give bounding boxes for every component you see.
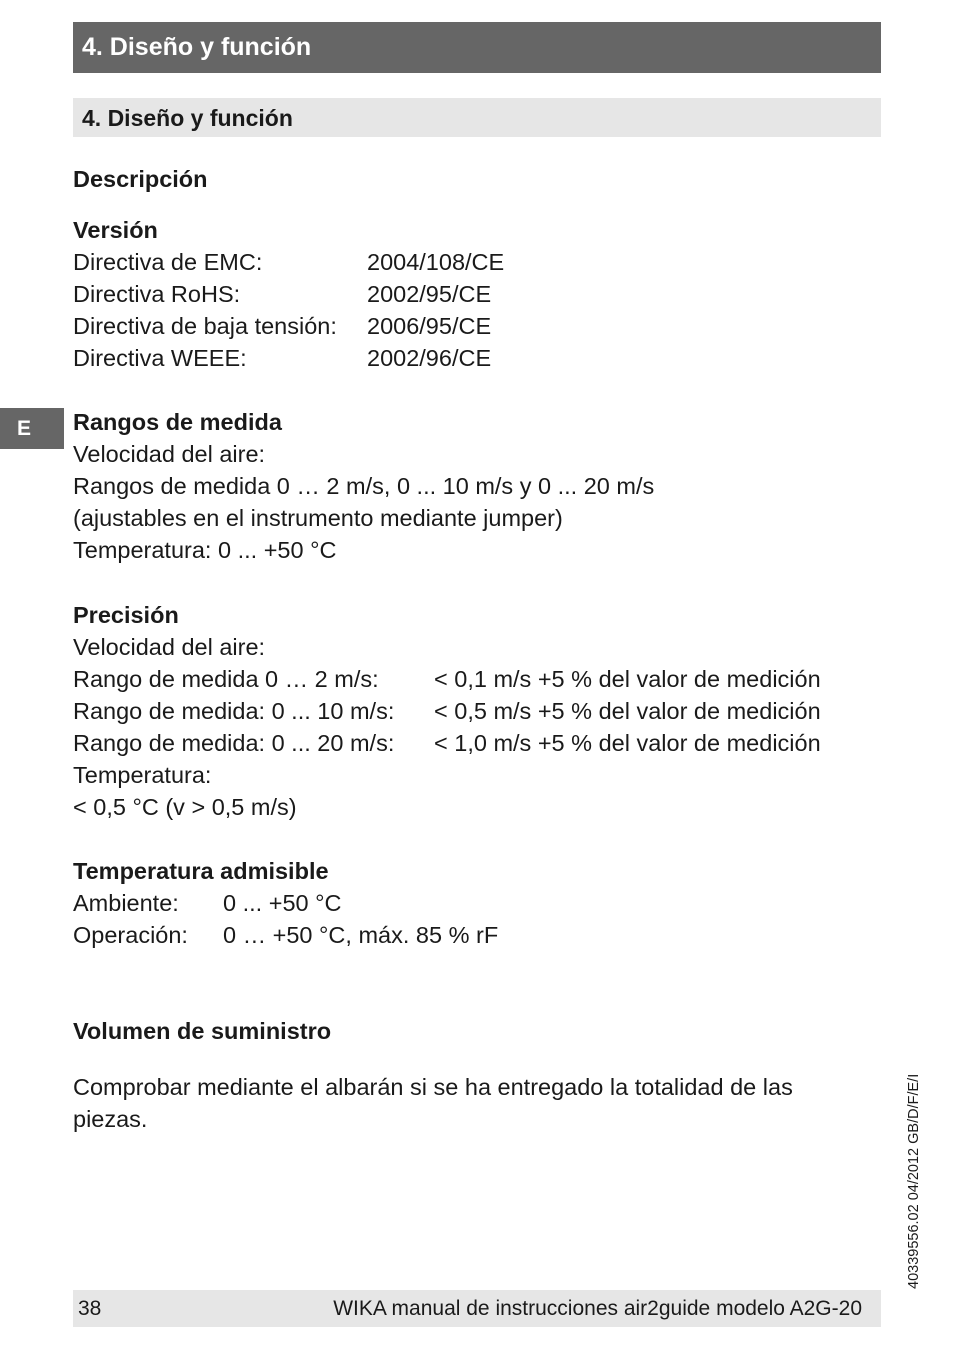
precision-intro: Velocidad del aire: <box>73 634 266 660</box>
precision-temp-value: < 0,5 °C (v > 0,5 m/s) <box>73 794 297 820</box>
precision-row <box>73 695 821 727</box>
temperatura-row <box>73 887 498 919</box>
temperatura-value: 0 … +50 °C, máx. 85 % rF <box>223 922 499 948</box>
version-label: Directiva RoHS: <box>73 281 241 307</box>
footer-text: WIKA manual de instrucciones air2guide modelo A2G-20 <box>333 1297 862 1320</box>
volumen-block <box>73 1015 331 1047</box>
volumen-text <box>73 1071 793 1135</box>
rangos-line: Temperatura: 0 ... +50 °C <box>73 537 337 563</box>
version-label: Directiva WEEE: <box>73 345 247 371</box>
descripcion-block <box>73 163 208 195</box>
temperatura-heading: Temperatura admisible <box>73 858 329 884</box>
rangos-line: (ajustables en el instrumento mediante jumper) <box>73 505 563 531</box>
precision-value: < 0,5 m/s +5 % del valor de medición <box>434 698 821 724</box>
version-value: 2006/95/CE <box>367 313 492 339</box>
rangos-line: Velocidad del aire: <box>73 441 266 467</box>
temperatura-value: 0 ... +50 °C <box>223 890 342 916</box>
rangos-block <box>73 406 654 566</box>
temperatura-label: Operación: <box>73 922 188 948</box>
precision-heading: Precisión <box>73 602 179 628</box>
page-footer <box>73 1290 881 1327</box>
volumen-text-line: piezas. <box>73 1106 148 1132</box>
precision-value: < 1,0 m/s +5 % del valor de medición <box>434 730 821 756</box>
precision-row <box>73 663 821 695</box>
temperatura-block <box>73 855 498 951</box>
precision-row <box>73 727 821 759</box>
version-label: Directiva de EMC: <box>73 249 263 275</box>
precision-block <box>73 599 821 823</box>
version-row <box>73 278 504 310</box>
rangos-line: Rangos de medida 0 … 2 m/s, 0 ... 10 m/s y 0 ... 20 m/s <box>73 473 655 499</box>
precision-label: Rango de medida: 0 ... 20 m/s: <box>73 730 395 756</box>
temperatura-label: Ambiente: <box>73 890 179 916</box>
volumen-heading: Volumen de suministro <box>73 1018 332 1044</box>
version-value: 2002/96/CE <box>367 345 492 371</box>
language-tab: E <box>0 408 64 449</box>
volumen-text-line: Comprobar mediante el albarán si se ha entregado la totalidad de las <box>73 1074 793 1100</box>
precision-temp-label: Temperatura: <box>73 762 212 788</box>
version-row <box>73 310 504 342</box>
precision-label: Rango de medida 0 … 2 m/s: <box>73 666 379 692</box>
version-row <box>73 342 504 374</box>
version-heading: Versión <box>73 217 158 243</box>
version-label: Directiva de baja tensión: <box>73 313 337 339</box>
version-block <box>73 214 504 374</box>
version-row <box>73 246 504 278</box>
version-value: 2004/108/CE <box>367 249 505 275</box>
rangos-heading: Rangos de medida <box>73 409 282 435</box>
descripcion-heading: Descripción <box>73 166 208 192</box>
section-title: 4. Diseño y función <box>73 98 881 137</box>
precision-value: < 0,1 m/s +5 % del valor de medición <box>434 666 821 692</box>
temperatura-row <box>73 919 498 951</box>
chapter-header: 4. Diseño y función <box>73 22 881 73</box>
page-number: 38 <box>78 1297 102 1320</box>
document-code: 40339556.02 04/2012 GB/D/F/E/I <box>906 1073 922 1289</box>
precision-label: Rango de medida: 0 ... 10 m/s: <box>73 698 395 724</box>
version-value: 2002/95/CE <box>367 281 492 307</box>
